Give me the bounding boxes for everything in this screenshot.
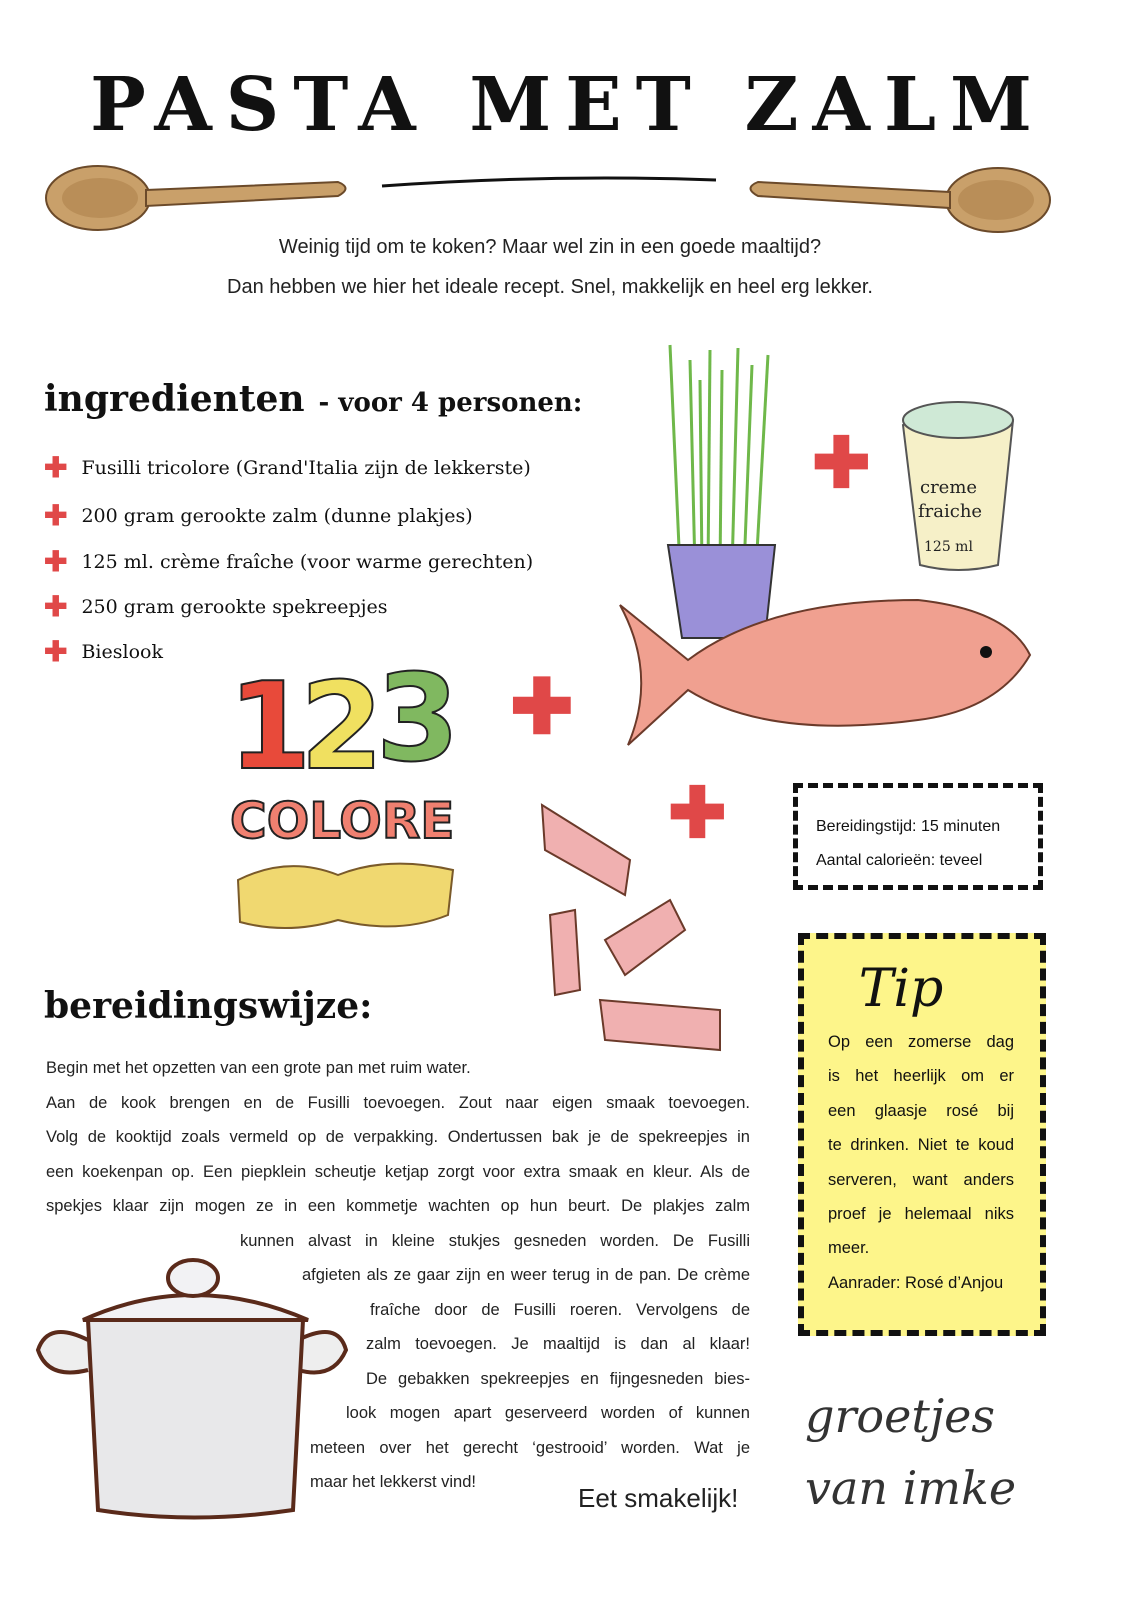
signature-line-1: groetjes [805, 1389, 995, 1443]
bacon-strips-illustration [530, 800, 740, 1060]
wooden-spoon-right-icon [738, 160, 1058, 240]
ingredient-item [44, 590, 388, 623]
preparation-line: meteen over het gerecht ‘gestrooid’ worden. Wat je [310, 1439, 750, 1457]
salmon-fish-illustration [618, 590, 1038, 750]
tip-title: Tip [858, 959, 944, 1019]
plus-icon: ✚ [44, 451, 68, 484]
svg-text:3: 3 [376, 660, 460, 789]
wooden-spoon-left-icon [38, 160, 358, 240]
intro-line-1: Weinig tijd om te koken? Maar wel zin in een goede maaltijd? [278, 236, 822, 258]
ingredients-title: ingredienten [44, 378, 305, 420]
plus-icon: ✚ [44, 499, 68, 532]
signature-line-2: van imke [805, 1461, 1017, 1515]
calories: Aantal calorieën: teveel [816, 852, 983, 869]
preparation-line: De gebakken spekreepjes en fijngesneden bies- [366, 1370, 750, 1388]
plus-icon: ✚ [812, 424, 871, 502]
svg-text:2: 2 [300, 660, 384, 797]
ingredient-item [44, 545, 534, 578]
ingredient-label: 200 gram gerookte zalm (dunne plakjes) [81, 505, 473, 527]
tip-line: serveren, want anders [828, 1170, 1014, 1189]
preparation-time: Bereidingstijd: 15 minuten [816, 818, 1001, 835]
preparation-line: spekjes klaar zijn mogen ze in een kommetje wachten op hun beurt. De plakjes zalm [46, 1197, 750, 1215]
preparation-heading: bereidingswijze: [44, 985, 373, 1027]
cup-label-creme: creme [920, 477, 978, 498]
tip-line: een glaasje rosé bij [828, 1101, 1014, 1120]
preparation-line: zalm toevoegen. Je maaltijd is dan al klaar! [366, 1335, 750, 1353]
ingredients-subtitle: - voor 4 personen: [318, 388, 583, 418]
intro-line-2: Dan hebben we hier het ideale recept. Snel, makkelijk en heel erg lekker. [227, 276, 873, 298]
tip-line: is het heerlijk om er [828, 1067, 1014, 1086]
preparation-line: Volg de kooktijd zoals vermeld op de verpakking. Ondertussen bak je de spekreepjes in [46, 1128, 750, 1146]
ingredient-label: Fusilli tricolore (Grand'Italia zijn de lekkerste) [81, 457, 531, 479]
tip-line: Op een zomerse dag [828, 1033, 1014, 1051]
cup-label-fraiche: fraiche [918, 501, 983, 522]
plus-icon: ✚ [44, 545, 68, 578]
tip-line: te drinken. Niet te koud [828, 1136, 1014, 1155]
preparation-line: afgieten als ze gaar zijn en weer terug in de pan. De crème [302, 1266, 750, 1284]
preparation-line: look mogen apart geserveerd worden of kunnen [346, 1404, 750, 1422]
plus-icon: ✚ [510, 665, 574, 750]
ingredient-item [44, 635, 163, 668]
preparation-line: een koekenpan op. Een piepklein scheutje ketjap zorgt voor extra smaak en kleur. Als de [46, 1163, 750, 1181]
preparation-line: maar het lekkerst vind! [310, 1473, 476, 1491]
preparation-line: kunnen alvast in kleine stukjes gesneden worden. De Fusilli [240, 1232, 750, 1250]
ingredient-label: 250 gram gerookte spekreepjes [81, 596, 388, 618]
preparation-line: Aan de kook brengen en de Fusilli toevoegen. Zout naar eigen smaak toevoegen. [46, 1094, 750, 1112]
creme-fraiche-cup-illustration [898, 395, 1018, 575]
plus-icon: ✚ [668, 774, 727, 852]
signature [805, 1380, 1065, 1524]
info-box [793, 783, 1043, 890]
tip-line: proef je helemaal niks [828, 1205, 1014, 1224]
divider-line [380, 170, 720, 192]
ingredients-heading [44, 378, 582, 420]
ingredient-label: Bieslook [81, 641, 163, 663]
colore-text: COLORE [230, 792, 455, 850]
closing-text: Eet smakelijk! [578, 1483, 739, 1513]
ingredient-label: 125 ml. crème fraîche (voor warme gerechten) [81, 551, 534, 573]
page-title: PASTA MET ZALM [90, 62, 1046, 148]
svg-text:1: 1 [228, 660, 312, 797]
tip-line: meer. [828, 1239, 870, 1258]
ingredient-item [44, 499, 473, 532]
plus-icon: ✚ [44, 635, 68, 668]
pasta-123-colore-illustration [228, 660, 468, 940]
tip-recommendation: Aanrader: Rosé d’Anjou [828, 1273, 1004, 1292]
tip-box [798, 933, 1046, 1336]
plus-icon: ✚ [44, 590, 68, 623]
cooking-pot-illustration [28, 1250, 348, 1525]
ingredient-item [44, 451, 531, 484]
preparation-line: Begin met het opzetten van een grote pan met ruim water. [46, 1059, 471, 1077]
cup-label-volume: 125 ml [924, 539, 973, 555]
preparation-line: fraîche door de Fusilli roeren. Vervolgens de [370, 1301, 750, 1319]
